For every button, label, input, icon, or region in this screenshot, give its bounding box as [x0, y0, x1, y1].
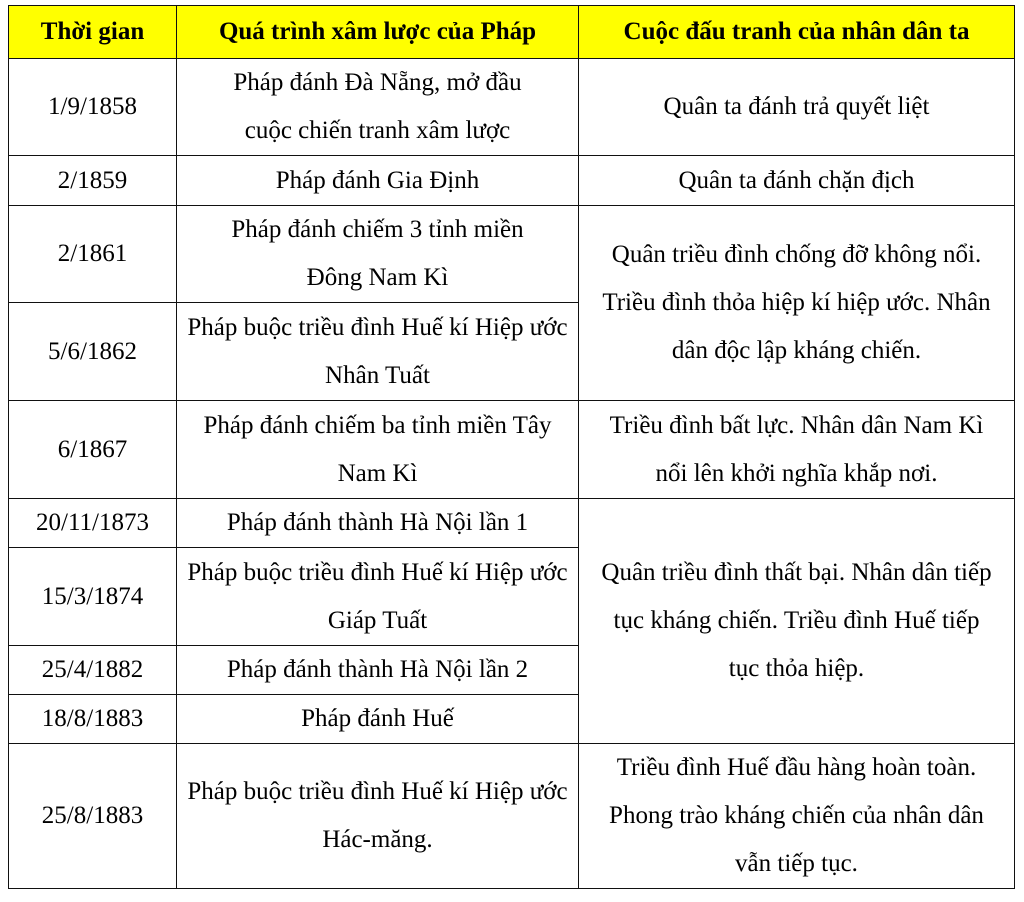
time-cell: 25/4/1882 [9, 646, 177, 695]
process-cell: Pháp đánh Đà Nẵng, mở đầu cuộc chiến tranh xâm lược [177, 59, 579, 156]
history-table [8, 5, 1015, 889]
process-cell: Pháp đánh Gia Định [177, 156, 579, 206]
time-cell: 6/1867 [9, 401, 177, 499]
process-cell: Pháp đánh thành Hà Nội lần 1 [177, 499, 579, 548]
time-cell: 2/1859 [9, 156, 177, 206]
struggle-cell: Quân triều đình thất bại. Nhân dân tiếp tục kháng chiến. Triều đình Huế tiếp tục thỏa hiệp. [579, 499, 1015, 744]
header-row [9, 6, 1015, 59]
header-process: Quá trình xâm lược của Pháp [177, 6, 579, 59]
struggle-cell: Quân ta đánh trả quyết liệt [579, 59, 1015, 156]
process-cell: Pháp đánh thành Hà Nội lần 2 [177, 646, 579, 695]
table-row [9, 206, 1015, 303]
table-row [9, 59, 1015, 156]
header-struggle: Cuộc đấu tranh của nhân dân ta [579, 6, 1015, 59]
table-row [9, 401, 1015, 499]
struggle-cell: Triều đình Huế đầu hàng hoàn toàn. Phong trào kháng chiến của nhân dân vẫn tiếp tục. [579, 744, 1015, 889]
table-row [9, 156, 1015, 206]
struggle-cell: Quân ta đánh chặn địch [579, 156, 1015, 206]
time-cell: 2/1861 [9, 206, 177, 303]
time-cell: 20/11/1873 [9, 499, 177, 548]
process-cell: Pháp buộc triều đình Huế kí Hiệp ước Nhân Tuất [177, 303, 579, 401]
process-cell: Pháp đánh chiếm ba tỉnh miền Tây Nam Kì [177, 401, 579, 499]
header-time: Thời gian [9, 6, 177, 59]
table-row [9, 744, 1015, 889]
struggle-cell: Quân triều đình chống đỡ không nổi. Triều đình thỏa hiệp kí hiệp ước. Nhân dân độc lập kháng chiến. [579, 206, 1015, 401]
process-cell: Pháp buộc triều đình Huế kí Hiệp ước Giáp Tuất [177, 548, 579, 646]
time-cell: 1/9/1858 [9, 59, 177, 156]
time-cell: 18/8/1883 [9, 695, 177, 744]
struggle-cell: Triều đình bất lực. Nhân dân Nam Kì nổi lên khởi nghĩa khắp nơi. [579, 401, 1015, 499]
table-row [9, 499, 1015, 548]
time-cell: 15/3/1874 [9, 548, 177, 646]
time-cell: 5/6/1862 [9, 303, 177, 401]
time-cell: 25/8/1883 [9, 744, 177, 889]
process-cell: Pháp đánh Huế [177, 695, 579, 744]
process-cell: Pháp đánh chiếm 3 tỉnh miền Đông Nam Kì [177, 206, 579, 303]
process-cell: Pháp buộc triều đình Huế kí Hiệp ước Hác-măng. [177, 744, 579, 889]
